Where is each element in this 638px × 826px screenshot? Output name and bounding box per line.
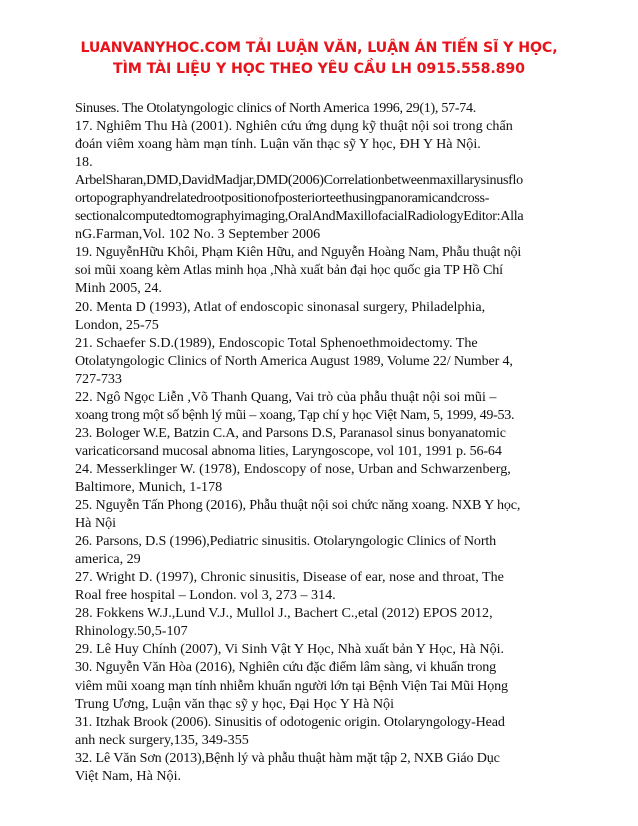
page-header-banner[interactable] (40, 38, 598, 80)
reference-line: viêm mũi xoang mạn tính nhiễm khuẩn người lớn tại Bệnh Viện Tai Mũi Họng (75, 677, 508, 694)
reference-line: america, 29 (75, 551, 141, 568)
reference-item-27 (75, 568, 553, 604)
reference-item-17 (75, 117, 553, 153)
reference-line: varicaticorsand mucosal abnoma lities, Laryngoscope, vol 101, 1991 p. 56-64 (75, 442, 502, 459)
reference-line: 32. Lê Văn Sơn (2013),Bệnh lý và phẫu thuật hàm mặt tập 2, NXB Giáo Dục (75, 749, 500, 766)
header-line-1[interactable]: LUANVANYHOC.COM TẢI LUẬN VĂN, LUẬN ÁN TIẾN SĨ Y HỌC, (80, 40, 558, 56)
reference-line: Rhinology.50,5-107 (75, 623, 188, 640)
reference-list (75, 99, 553, 785)
reference-line: 22. Ngô Ngọc Liễn ,Võ Thanh Quang, Vai trò của phẫu thuật nội soi mũi – (75, 388, 497, 405)
reference-line: 27. Wright D. (1997), Chronic sinusitis, Disease of ear, nose and throat, The (75, 569, 504, 586)
reference-line: Việt Nam, Hà Nội. (75, 767, 182, 784)
reference-item-20 (75, 298, 553, 334)
reference-line: 26. Parsons, D.S (1996),Pediatric sinusitis. Otolaryngologic Clinics of North (75, 533, 497, 550)
reference-item-26 (75, 532, 553, 568)
reference-line: ArbelSharan,DMD,DavidMadjar,DMD(2006)Correlationbetweenmaxillarysinusflo (75, 172, 523, 189)
reference-item-32 (75, 749, 553, 785)
reference-item-16-continuation (75, 99, 553, 117)
reference-line: 31. Itzhak Brook (2006). Sinusitis of odotogenic origin. Otolaryngology-Head (75, 713, 505, 730)
reference-item-29 (75, 640, 553, 658)
reference-line: Minh 2005, 24. (75, 280, 162, 297)
reference-line: 25. Nguyễn Tấn Phong (2016), Phẫu thuật nội soi chức năng xoang. NXB Y học, (75, 497, 521, 514)
reference-item-24 (75, 460, 553, 496)
reference-line: Hà Nội (75, 515, 117, 532)
reference-line: London, 25-75 (75, 316, 159, 333)
reference-line: sectionalcomputedtomographyimaging,OralAndMaxillofacialRadiologyEditor:Alla (75, 208, 524, 225)
reference-line: 18. (75, 154, 93, 171)
reference-line: anh neck surgery,135, 349-355 (75, 731, 249, 748)
reference-line: Otolatyngologic Clinics of North America August 1989, Volume 22/ Number 4, (75, 352, 513, 369)
reference-line: 29. Lê Huy Chính (2007), Vi Sinh Vật Y Học, Nhà xuất bản Y Học, Hà Nội. (75, 641, 505, 658)
reference-item-18 (75, 153, 553, 243)
reference-item-23 (75, 424, 553, 460)
reference-line: 20. Menta D (1993), Atlat of endoscopic sinonasal surgery, Philadelphia, (75, 298, 486, 315)
reference-line: 17. Nghiêm Thu Hà (2001). Nghiên cứu ứng dụng kỹ thuật nội soi trong chẩn (75, 118, 513, 135)
reference-item-30 (75, 658, 553, 712)
reference-item-28 (75, 604, 553, 640)
reference-line: 24. Messerklinger W. (1978), Endoscopy of nose, Urban and Schwarzenberg, (75, 460, 511, 477)
reference-line: 23. Bologer W.E, Batzin C.A, and Parsons D.S, Paranasol sinus bonyanatomic (75, 424, 506, 441)
reference-line: ortopographyandrelatedrootpositionofposteriorteethusingpanoramicandcross- (75, 190, 490, 207)
reference-line: Sinuses. The Otolatyngologic clinics of North America 1996, 29(1), 57-74. (75, 100, 476, 116)
reference-line: Baltimore, Munich, 1-178 (75, 478, 223, 495)
reference-line: soi mũi xoang kèm Atlas minh họa ,Nhà xuất bản đại học quốc gia TP Hồ Chí (75, 262, 503, 279)
reference-line: nG.Farman,Vol. 102 No. 3 September 2006 (75, 226, 321, 243)
reference-line: 28. Fokkens W.J.,Lund V.J., Mullol J., Bachert C.,etal (2012) EPOS 2012, (75, 605, 493, 622)
reference-line: 30. Nguyễn Văn Hòa (2016), Nghiên cứu đặc điểm lâm sàng, vi khuẩn trong (75, 659, 497, 676)
header-line-2[interactable]: TÌM TÀI LIỆU Y HỌC THEO YÊU CẦU LH 0915.558.890 (113, 61, 525, 77)
reference-line: Roal free hospital – London. vol 3, 273 – 314. (75, 587, 336, 604)
reference-line: 19. NguyễnHữu Khôi, Phạm Kiên Hữu, and Nguyễn Hoàng Nam, Phẫu thuật nội (75, 244, 522, 261)
reference-item-19 (75, 243, 553, 297)
reference-item-21 (75, 334, 553, 388)
reference-item-25 (75, 496, 553, 532)
reference-line: xoang trong một số bệnh lý mũi – xoang, Tạp chí y học Việt Nam, 5, 1999, 49-53. (75, 406, 515, 423)
reference-line: Trung Ương, Luận văn thạc sỹ y học, Đại Học Y Hà Nội (75, 695, 395, 712)
reference-item-31 (75, 713, 553, 749)
reference-line: 21. Schaefer S.D.(1989), Endoscopic Total Sphenoethmoidectomy. The (75, 334, 478, 351)
reference-line: đoán viêm xoang hàm mạn tính. Luận văn thạc sỹ Y học, ĐH Y Hà Nội. (75, 136, 481, 153)
reference-line: 727-733 (75, 370, 122, 387)
reference-item-22 (75, 388, 553, 424)
